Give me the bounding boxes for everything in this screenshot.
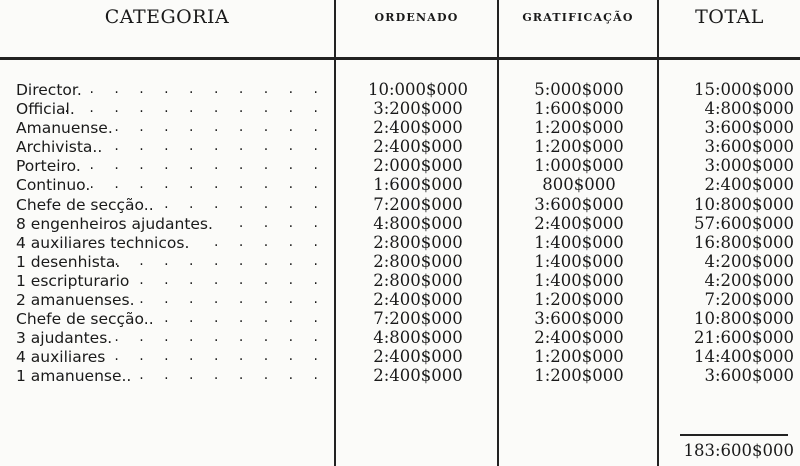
dot-leader: . . . . . . . . . . [89, 157, 326, 174]
ordenado-cell: 2:400$000 [373, 366, 463, 386]
gratificacao-cell: 2:400$000 [534, 213, 624, 233]
total-cell: 3:600$000 [704, 366, 794, 386]
category-cell [16, 137, 334, 156]
total-cell: 21:600$000 [693, 328, 794, 348]
gratificacao-cell: 3:600$000 [534, 194, 624, 214]
category-label: Chefe de secção.. [16, 310, 154, 329]
total-cell: 7:200$000 [704, 290, 794, 310]
total-cell: 10:800$000 [693, 309, 794, 329]
dot-leader: . . . . . . . [164, 195, 326, 212]
ordenado-cell: 4:800$000 [373, 328, 463, 348]
gratificacao-cell: 1:400$000 [534, 232, 624, 252]
gratificacao-cell: 1:200$000 [534, 118, 624, 138]
category-label: 2 amanuenses. [16, 291, 135, 310]
category-label: 3 ajudantes. [16, 329, 113, 348]
category-label: Amanuense. [16, 119, 113, 138]
dot-leader: . . . . . . . . . . [89, 81, 326, 97]
category-cell [16, 290, 334, 309]
category-cell [16, 99, 334, 118]
dot-leader: . . . . . [213, 233, 326, 250]
category-label: 8 engenheiros ajudantes. [16, 214, 213, 233]
category-label: 4 auxiliares technicos. [16, 233, 190, 252]
dot-leader: . . . . . . . . . . . [64, 100, 326, 117]
header-ordenado: ORDENADO [374, 10, 459, 24]
dot-leader: . . . . [238, 214, 326, 231]
table-row [0, 118, 800, 137]
table-row [0, 328, 800, 347]
table-row [0, 99, 800, 118]
dot-leader: . . . . . . . . . . [89, 176, 326, 193]
total-cell: 10:800$000 [693, 194, 794, 214]
ordenado-cell: 2:800$000 [373, 232, 463, 252]
category-cell [16, 214, 334, 233]
category-cell [16, 366, 334, 385]
gratificacao-cell: 800$000 [542, 175, 616, 195]
category-cell [16, 195, 334, 214]
ordenado-cell: 3:200$000 [373, 99, 463, 119]
ordenado-cell: 2:400$000 [373, 118, 463, 138]
dot-leader: . . . . . . . . [139, 271, 326, 288]
total-cell: 16:800$000 [693, 232, 794, 252]
category-label: Official. [16, 100, 75, 119]
category-label: Chefe de secção.. [16, 195, 154, 214]
gratificacao-cell: 3:600$000 [534, 309, 624, 329]
gratificacao-cell: 1:000$000 [534, 156, 624, 176]
table-row [0, 233, 800, 252]
table-row [0, 366, 800, 385]
table-row [0, 347, 800, 366]
header-categoria: CATEGORIA [104, 6, 230, 28]
gratificacao-cell: 1:200$000 [534, 137, 624, 157]
total-cell: 15:000$000 [693, 80, 794, 99]
dot-leader: . . . . . . . . . [114, 252, 326, 269]
category-cell [16, 252, 334, 271]
category-cell [16, 118, 334, 137]
ordenado-cell: 2:400$000 [373, 137, 463, 157]
ordenado-cell: 2:400$000 [373, 290, 463, 310]
category-label: 4 auxiliares [16, 348, 106, 367]
total-cell: 14:400$000 [693, 347, 794, 367]
total-cell: 4:200$000 [704, 270, 794, 290]
ordenado-cell: 1:600$000 [373, 175, 463, 195]
category-cell [16, 156, 334, 175]
category-label: Archivista.. [16, 138, 103, 157]
gratificacao-cell: 1:200$000 [534, 290, 624, 310]
total-cell: 2:400$000 [704, 175, 794, 195]
header-total: TOTAL [695, 6, 764, 28]
sum-rule [680, 434, 788, 436]
gratificacao-cell: 1:200$000 [534, 366, 624, 386]
category-cell [16, 175, 334, 194]
table-body [0, 80, 800, 386]
category-label: 1 amanuense.. [16, 367, 132, 386]
dot-leader: . . . . . . . [164, 310, 326, 327]
category-cell [16, 80, 334, 99]
category-label: Director. [16, 81, 82, 99]
ordenado-cell: 2:800$000 [373, 270, 463, 290]
dot-leader: . . . . . . . . . [114, 138, 326, 155]
table-row [0, 309, 800, 328]
table-row [0, 290, 800, 309]
category-cell [16, 309, 334, 328]
grand-total: 183:600$000 [683, 441, 794, 460]
table-row [0, 271, 800, 290]
gratificacao-cell: 1:400$000 [534, 251, 624, 271]
table-row [0, 156, 800, 175]
category-label: 1 desenhista. [16, 252, 121, 271]
ordenado-cell: 2:000$000 [373, 156, 463, 176]
header-rule [0, 57, 800, 60]
dot-leader: . . . . . . . . . [114, 348, 326, 365]
table-row [0, 195, 800, 214]
category-cell [16, 328, 334, 347]
ordenado-cell: 2:800$000 [373, 251, 463, 271]
ordenado-cell: 4:800$000 [373, 213, 463, 233]
table-row [0, 137, 800, 156]
gratificacao-cell: 1:600$000 [534, 99, 624, 119]
category-label: Continuo. [16, 176, 91, 195]
dot-leader: . . . . . . . . [139, 291, 326, 308]
gratificacao-cell: 2:400$000 [534, 328, 624, 348]
total-cell: 4:800$000 [704, 99, 794, 119]
gratificacao-cell: 1:400$000 [534, 270, 624, 290]
ordenado-cell: 7:200$000 [373, 309, 463, 329]
table-row [0, 214, 800, 233]
dot-leader: . . . . . . . . . [114, 119, 326, 136]
category-cell [16, 347, 334, 366]
table-row [0, 80, 800, 99]
gratificacao-cell: 5:000$000 [534, 80, 624, 99]
ordenado-cell: 10:000$000 [367, 80, 469, 99]
table-row [0, 175, 800, 194]
gratificacao-cell: 1:200$000 [534, 347, 624, 367]
total-cell: 57:600$000 [693, 213, 794, 233]
category-cell [16, 233, 334, 252]
category-label: 1 escripturario [16, 271, 130, 290]
ordenado-cell: 7:200$000 [373, 194, 463, 214]
total-cell: 4:200$000 [704, 251, 794, 271]
dot-leader: . . . . . . . . [139, 367, 326, 384]
total-cell: 3:600$000 [704, 118, 794, 138]
category-label: Porteiro. [16, 157, 81, 176]
header-gratificacao: GRATIFICAÇÃO [522, 10, 634, 24]
ordenado-cell: 2:400$000 [373, 347, 463, 367]
dot-leader: . . . . . . . . . [114, 329, 326, 346]
total-cell: 3:600$000 [704, 137, 794, 157]
total-cell: 3:000$000 [704, 156, 794, 176]
category-cell [16, 271, 334, 290]
table-row [0, 252, 800, 271]
